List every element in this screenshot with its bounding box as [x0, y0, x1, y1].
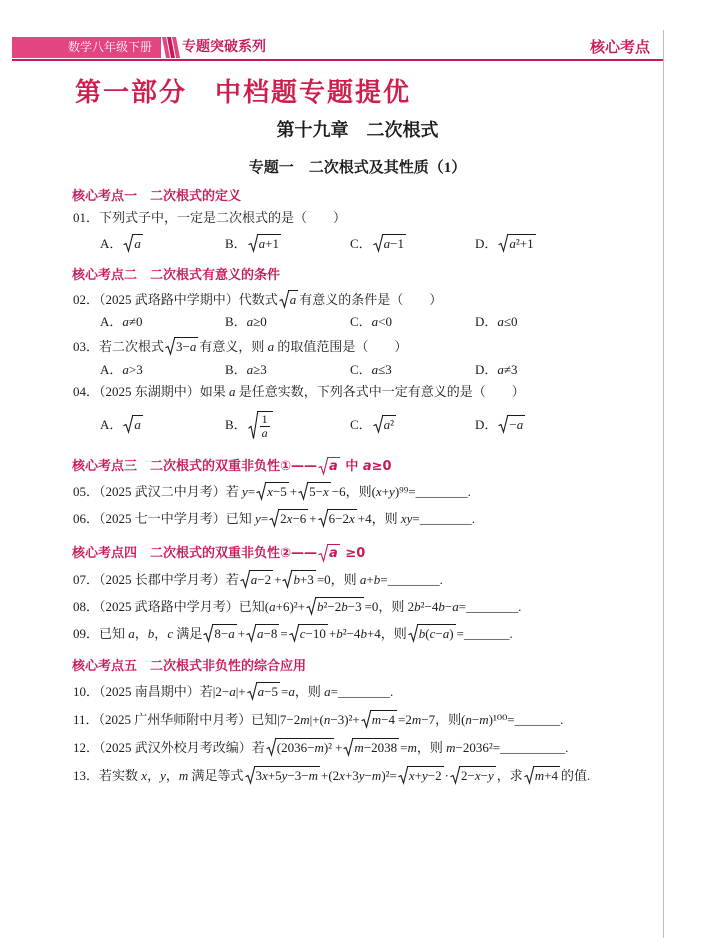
radicand: [255, 624, 279, 642]
text-run: +4，则 xy=: [357, 511, 420, 526]
option-label: D．: [475, 236, 498, 251]
option-label: B．: [225, 236, 247, 251]
option-label: D．: [475, 314, 498, 329]
option-label: D．: [475, 417, 498, 432]
question-stem: [99, 292, 442, 307]
question-04: [73, 382, 525, 402]
option-label: C．: [350, 314, 372, 329]
radical-sign-icon: [123, 415, 133, 433]
radical: [373, 234, 406, 252]
question-06: [73, 509, 475, 529]
text-run: 核心考点三 二次根式的双重非负性①——: [72, 459, 318, 474]
text-run: b(c−a): [418, 626, 454, 641]
radical: [248, 411, 273, 440]
radical: [279, 290, 299, 308]
radical-sign-icon: [361, 710, 371, 728]
radical: [298, 482, 331, 500]
question-number: 08．: [73, 599, 100, 614]
question-02: [73, 290, 442, 310]
text-run: a≥3: [246, 362, 267, 377]
topic-title: 专题一 二次根式及其性质（1）: [248, 160, 467, 176]
text-run: a−8: [257, 626, 278, 641]
radical-sign-icon: [318, 509, 328, 527]
text-run: +b²−4b+4，则: [328, 626, 407, 641]
text-run: 3x+5y−3−m: [255, 768, 318, 783]
section-heading-4: [72, 544, 365, 564]
text-run: （2025 武汉二中月考）若 y=: [99, 484, 256, 499]
question-05: [73, 482, 471, 502]
radicand: [291, 570, 315, 588]
question-number: 04．: [73, 384, 100, 399]
radical: [498, 415, 525, 433]
text-run: =0，则 a+b=: [316, 572, 388, 587]
option-label: C．: [350, 362, 372, 377]
text-run: m+4: [534, 768, 558, 783]
text-run: a: [289, 292, 297, 307]
answer-blank: _______: [463, 626, 510, 641]
answer-blank: ________: [466, 599, 519, 614]
text-run: a²+1: [509, 236, 534, 251]
question-stem: [99, 626, 513, 641]
text-run: ，求: [496, 768, 523, 783]
text-run: a≤3: [371, 362, 392, 377]
text-run: （2025 长郡中学月考）若: [99, 572, 239, 587]
book-title: 数学八年级下册: [68, 40, 153, 54]
radical-sign-icon: [165, 337, 175, 355]
question-stem: [99, 712, 564, 727]
option-b: [225, 409, 350, 441]
radical-sign-icon: [123, 234, 133, 252]
radical: [373, 415, 396, 433]
text-run: −6，则(x+y)⁹⁹=: [331, 484, 416, 499]
radicand: [174, 337, 198, 355]
question-11: [73, 710, 563, 730]
text-run: b²−2b−3: [317, 599, 362, 614]
radical: [266, 738, 334, 756]
text-run: c−10: [299, 626, 326, 641]
radical-sign-icon: [247, 682, 257, 700]
question-stem: [99, 740, 568, 755]
radical-sign-icon: [246, 624, 256, 642]
fraction: [260, 413, 270, 440]
text-run: .: [518, 599, 522, 614]
option-c: [350, 234, 475, 254]
radical: [240, 570, 273, 588]
text-run: a≤0: [497, 314, 518, 329]
question-13: [73, 766, 590, 786]
radical: [282, 570, 315, 588]
radicand: [132, 234, 143, 252]
text-run: 核心考点五 二次根式非负性的综合应用: [72, 659, 307, 674]
text-run: .: [389, 684, 394, 699]
radicand: [407, 766, 444, 784]
radical: [246, 624, 279, 642]
option-d: [475, 312, 600, 332]
text-run: x−5: [267, 484, 287, 499]
option-b: [225, 360, 350, 380]
series-logo-icon: [161, 37, 180, 58]
question-number: 12．: [73, 740, 100, 755]
question-01: [73, 208, 346, 228]
text-run: 5−x: [309, 484, 329, 499]
radical-sign-icon: [289, 624, 299, 642]
question-stem: [99, 339, 407, 354]
option-d: [475, 409, 600, 441]
question-stem: [99, 511, 475, 526]
text-run: a>3: [122, 362, 143, 377]
text-run: 的值.: [560, 768, 591, 783]
radicand: [288, 290, 299, 308]
text-run: 下列式子中，一定是二次根式的是（ ）: [99, 210, 347, 225]
radical: [343, 738, 399, 756]
text-run: m−2038: [354, 740, 398, 755]
option-label: D．: [475, 362, 498, 377]
radical: [306, 597, 364, 615]
radical: [398, 766, 444, 784]
text-run: (2036−m)²: [276, 740, 333, 755]
radicand: [533, 766, 560, 784]
text-run: 核心考点四 二次根式的双重非负性②——: [72, 546, 318, 561]
option-a: [100, 409, 225, 441]
radicand: [315, 597, 364, 615]
text-run: .: [509, 626, 513, 641]
radical-sign-icon: [279, 290, 289, 308]
radical: [498, 234, 535, 252]
text-run: =m，则 m−2036²=: [400, 740, 501, 755]
text-run: 8−a: [214, 626, 235, 641]
radicand: [212, 624, 236, 642]
question-09: [73, 624, 513, 644]
question-01-options: [100, 234, 600, 254]
option-label: C．: [350, 236, 372, 251]
radicand: [249, 570, 273, 588]
radicand: [507, 234, 535, 252]
text-run: a: [134, 236, 141, 251]
radical-sign-icon: [298, 482, 308, 500]
option-c: [350, 409, 475, 441]
question-stem: [99, 599, 521, 614]
text-run: .: [565, 740, 569, 755]
text-run: =: [456, 626, 464, 641]
question-stem: [99, 768, 590, 783]
text-run: 若实数 x，y，m 满足等式: [99, 768, 244, 783]
radical: [123, 415, 143, 433]
section-heading-5: [72, 657, 306, 677]
radicand: [275, 738, 334, 756]
radical-sign-icon: [240, 570, 250, 588]
answer-blank: ________: [337, 684, 390, 699]
radicand: [327, 457, 340, 475]
radical: [245, 766, 320, 784]
text-run: .: [439, 572, 443, 587]
radicand: [257, 411, 273, 440]
text-run: 中 a≥0: [340, 459, 392, 474]
radical-sign-icon: [343, 738, 353, 756]
radical-sign-icon: [248, 411, 258, 440]
text-run: +(2x+3y−m)²=: [321, 768, 397, 783]
question-07: [73, 570, 443, 590]
radical-sign-icon: [256, 482, 266, 500]
radical-sign-icon: [450, 766, 460, 784]
header-rule: [12, 59, 663, 61]
radical-sign-icon: [269, 509, 279, 527]
radicand: [254, 766, 320, 784]
text-run: a−5: [257, 684, 278, 699]
text-run: 有意义的条件是（ ）: [299, 292, 443, 307]
radicand: [382, 234, 406, 252]
radical-sign-icon: [266, 738, 276, 756]
option-b: [225, 234, 350, 254]
text-run: （2025 武珞路中学期中）代数式: [99, 292, 278, 307]
option-d: [475, 234, 600, 254]
question-10: [73, 682, 393, 702]
text-run: .: [467, 484, 471, 499]
radicand: [257, 234, 281, 252]
option-label: B．: [225, 417, 247, 432]
answer-blank: ________: [419, 511, 472, 526]
text-run: +: [335, 740, 343, 755]
question-stem: [99, 484, 471, 499]
radicand: [327, 509, 357, 527]
question-number: 10．: [73, 684, 100, 699]
radical-sign-icon: [318, 544, 328, 562]
radicand: [417, 624, 456, 642]
option-label: A．: [100, 236, 123, 251]
question-02-options: [100, 312, 600, 332]
radicand: [256, 682, 280, 700]
question-number: 06．: [73, 511, 100, 526]
question-04-options: [100, 409, 600, 441]
text-run: 2x−6: [280, 511, 307, 526]
radicand: [307, 482, 331, 500]
text-run: m−4: [371, 712, 395, 727]
radical: [123, 234, 143, 252]
question-12: [73, 738, 568, 758]
radical-sign-icon: [498, 234, 508, 252]
option-label: B．: [225, 362, 247, 377]
text-run: .: [471, 511, 475, 526]
option-c: [350, 360, 475, 380]
question-number: 02．: [73, 292, 100, 307]
text-run: 3−a: [176, 339, 197, 354]
radicand: [352, 738, 399, 756]
text-run: a: [261, 425, 268, 440]
text-run: .: [560, 712, 564, 727]
radicand: [370, 710, 397, 728]
question-number: 11．: [73, 712, 99, 727]
question-08: [73, 597, 521, 617]
radical: [524, 766, 560, 784]
text-run: 核心考点一 二次根式的定义: [72, 189, 242, 204]
radical: [318, 544, 340, 562]
text-run: a−2: [250, 572, 272, 587]
question-number: 01．: [73, 210, 100, 225]
question-stem: [99, 684, 393, 699]
radicand: [327, 544, 340, 562]
text-run: ≥0: [340, 546, 366, 561]
text-run: a+1: [258, 236, 280, 251]
option-a: [100, 234, 225, 254]
text-run: （2025 东湖期中）如果 a 是任意实数，下列各式中一定有意义的是（ ）: [99, 384, 525, 399]
radical-sign-icon: [248, 234, 258, 252]
text-run: +: [309, 511, 317, 526]
radical-sign-icon: [282, 570, 292, 588]
text-run: =a，则 a=: [280, 684, 338, 699]
text-run: +: [289, 484, 298, 499]
text-run: −a: [509, 417, 524, 432]
text-run: =: [280, 626, 288, 641]
question-stem: [99, 572, 443, 587]
option-label: A．: [100, 314, 123, 329]
section-label: 核心考点: [590, 38, 651, 56]
text-run: a: [329, 459, 338, 474]
radicand: [132, 415, 143, 433]
radical-sign-icon: [203, 624, 213, 642]
radical: [203, 624, 236, 642]
radical: [318, 509, 357, 527]
text-run: +: [237, 626, 246, 641]
radicand: [507, 415, 525, 433]
section-heading-3: [72, 457, 392, 477]
radical: [450, 766, 496, 784]
radical: [361, 710, 397, 728]
radical: [408, 624, 456, 642]
text-run: a<0: [371, 314, 393, 329]
answer-blank: _______: [514, 712, 561, 727]
question-stem: [99, 384, 525, 399]
radical: [256, 482, 289, 500]
option-label: B．: [225, 314, 247, 329]
radical-sign-icon: [398, 766, 408, 784]
question-03: [73, 337, 407, 357]
text-run: （2025 武珞路中学月考）已知(a+6)²+: [99, 599, 305, 614]
radical-sign-icon: [245, 766, 255, 784]
text-run: +: [274, 572, 282, 587]
radical-sign-icon: [373, 415, 383, 433]
question-number: 09．: [73, 626, 100, 641]
text-run: =2m−7，则(n−m)¹⁰⁰=: [398, 712, 515, 727]
option-label: C．: [350, 417, 372, 432]
question-number: 07．: [73, 572, 100, 587]
radicand: [278, 509, 308, 527]
question-number: 03．: [73, 339, 100, 354]
text-run: （2025 七一中学月考）已知 y=: [99, 511, 269, 526]
text-run: b+3: [293, 572, 314, 587]
radical-sign-icon: [498, 415, 508, 433]
text-run: a: [329, 546, 338, 561]
denominator: [262, 427, 268, 440]
radical-sign-icon: [318, 457, 328, 475]
option-label: A．: [100, 417, 123, 432]
radical: [269, 509, 308, 527]
text-run: 有意义，则 a 的取值范围是（ ）: [199, 339, 408, 354]
text-run: a: [134, 417, 141, 432]
text-run: （2025 南昌期中）若|2−a|+: [99, 684, 246, 699]
text-run: 1: [261, 411, 268, 426]
question-03-options: [100, 360, 600, 380]
text-run: a≠3: [497, 362, 518, 377]
radicand: [459, 766, 496, 784]
answer-blank: ________: [387, 572, 440, 587]
question-stem: [99, 210, 346, 225]
text-run: a−1: [383, 236, 405, 251]
text-run: 核心考点二 二次根式有意义的条件: [72, 268, 281, 283]
radical-sign-icon: [524, 766, 534, 784]
question-number: 13．: [73, 768, 100, 783]
text-run: 6−2x: [328, 511, 355, 526]
answer-blank: __________: [500, 740, 566, 755]
radical: [248, 234, 281, 252]
radicand: [382, 415, 396, 433]
text-run: （2025 武汉外校月考改编）若: [99, 740, 265, 755]
radical-sign-icon: [306, 597, 316, 615]
text-run: （2025 广州华师附中月考）已知|7−2m|+(n−3)²+: [98, 712, 360, 727]
answer-blank: ________: [415, 484, 468, 499]
option-b: [225, 312, 350, 332]
text-run: 2−x−y: [460, 768, 494, 783]
text-run: a≥0: [246, 314, 267, 329]
section-heading-1: [72, 187, 241, 207]
radical: [165, 337, 198, 355]
text-run: x+y−2: [408, 768, 442, 783]
text-run: 若二次根式: [99, 339, 165, 354]
text-run: a≠0: [122, 314, 143, 329]
text-run: =0，则 2b²−4b−a=: [364, 599, 467, 614]
section-heading-2: [72, 266, 280, 286]
option-a: [100, 360, 225, 380]
radicand: [265, 482, 289, 500]
series-title: 专题突破系列: [182, 39, 266, 55]
radical: [247, 682, 280, 700]
radical: [318, 457, 340, 475]
numerator: [260, 413, 270, 427]
radicand: [298, 624, 328, 642]
chapter-title: 第十九章 二次根式: [276, 120, 439, 140]
text-run: ·: [444, 768, 449, 783]
part-title: 第一部分 中档题专题提优: [75, 78, 412, 108]
option-a: [100, 312, 225, 332]
text-run: a²: [383, 417, 395, 432]
radical-sign-icon: [408, 624, 418, 642]
radical-sign-icon: [373, 234, 383, 252]
option-c: [350, 312, 475, 332]
option-label: A．: [100, 362, 123, 377]
option-d: [475, 360, 600, 380]
radical: [289, 624, 328, 642]
text-run: 已知 a，b，c 满足: [99, 626, 203, 641]
question-number: 05．: [73, 484, 100, 499]
